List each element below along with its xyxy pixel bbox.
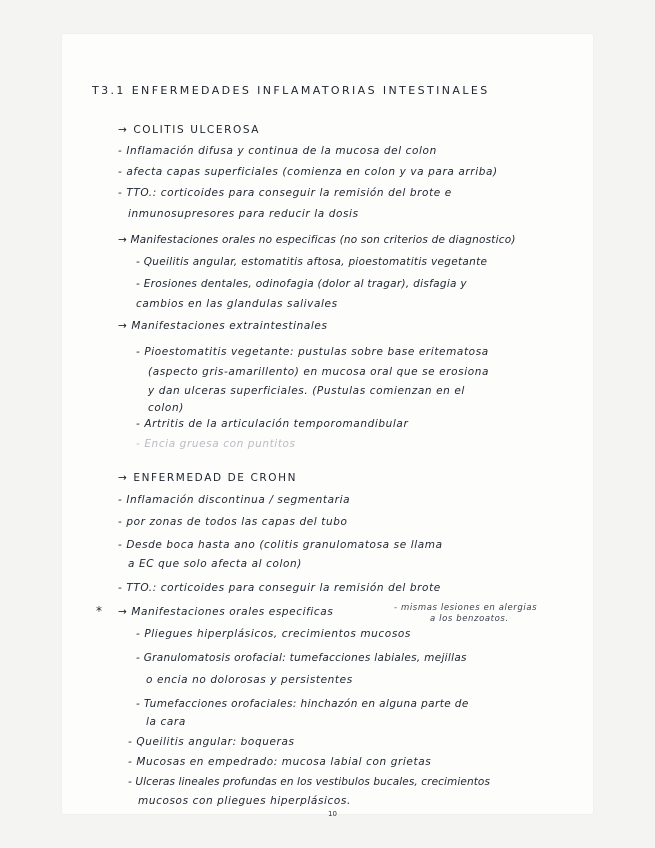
- uc-extra-line-2: (aspecto gris-amarillento) en mucosa oral que se erosiona: [148, 366, 490, 378]
- crohn-oral-line-9: mucosos con pliegues hiperplásicos.: [138, 795, 351, 807]
- uc-faint-line: - Encia gruesa con puntitos: [136, 438, 296, 450]
- crohn-line-1: - Inflamación discontinua / segmentaria: [118, 494, 351, 506]
- uc-oral-line-2: - Erosiones dentales, odinofagia (dolor al tragar), disfagia y: [136, 278, 467, 290]
- crohn-line-2: - por zonas de todos las capas del tubo: [118, 516, 348, 528]
- crohn-oral-note-2: a los benzoatos.: [430, 614, 509, 624]
- uc-extra-line-3: y dan ulceras superficiales. (Pustulas comienzan en el: [148, 385, 465, 397]
- uc-line-2: - afecta capas superficiales (comienza en colon y va para arriba): [118, 166, 498, 178]
- uc-extra-heading: → Manifestaciones extraintestinales: [118, 320, 328, 332]
- crohn-heading: → ENFERMEDAD DE CROHN: [118, 472, 298, 484]
- crohn-oral-heading: → Manifestaciones orales especificas: [118, 606, 334, 618]
- uc-line-3: - TTO.: corticoides para conseguir la remisión del brote e: [118, 187, 452, 199]
- uc-oral-heading: → Manifestaciones orales no especificas (no son criterios de diagnostico): [118, 234, 516, 246]
- uc-extra-line-1: - Pioestomatitis vegetante: pustulas sobre base eritematosa: [136, 346, 489, 358]
- crohn-line-5: - TTO.: corticoides para conseguir la remisión del brote: [118, 582, 441, 594]
- crohn-line-3: - Desde boca hasta ano (colitis granulomatosa se llama: [118, 539, 443, 551]
- crohn-oral-line-1: - Pliegues hiperplásicos, crecimientos mucosos: [136, 628, 411, 640]
- crohn-oral-line-3: o encia no dolorosas y persistentes: [146, 674, 353, 686]
- crohn-oral-line-8: - Ulceras lineales profundas en los vestibulos bucales, crecimientos: [128, 776, 491, 788]
- uc-extra-line-4: colon): [148, 402, 184, 414]
- crohn-line-4: a EC que solo afecta al colon): [128, 558, 302, 570]
- uc-extra-line-5: - Artritis de la articulación temporomandibular: [136, 418, 409, 430]
- uc-heading: → COLITIS ULCEROSA: [118, 124, 261, 136]
- crohn-oral-line-2: - Granulomatosis orofacial: tumefacciones labiales, mejillas: [136, 652, 467, 664]
- crohn-oral-line-5: la cara: [146, 716, 186, 728]
- crohn-oral-line-7: - Mucosas en empedrado: mucosa labial con grietas: [128, 756, 432, 768]
- page-title: T3.1 ENFERMEDADES INFLAMATORIAS INTESTINALES: [92, 84, 490, 97]
- crohn-oral-line-4: - Tumefacciones orofaciales: hinchazón en alguna parte de: [136, 698, 469, 710]
- uc-oral-line-3: cambios en las glandulas salivales: [136, 298, 338, 310]
- uc-line-1: - Inflamación difusa y continua de la mucosa del colon: [118, 145, 437, 157]
- crohn-oral-line-6: - Queilitis angular: boqueras: [128, 736, 295, 748]
- page-number: 10: [328, 810, 337, 818]
- star-mark: *: [96, 604, 102, 618]
- uc-oral-line-1: - Queilitis angular, estomatitis aftosa, pioestomatitis vegetante: [136, 256, 488, 268]
- crohn-oral-note-1: - mismas lesiones en alergias: [394, 603, 538, 613]
- uc-line-4: inmunosupresores para reducir la dosis: [128, 208, 359, 220]
